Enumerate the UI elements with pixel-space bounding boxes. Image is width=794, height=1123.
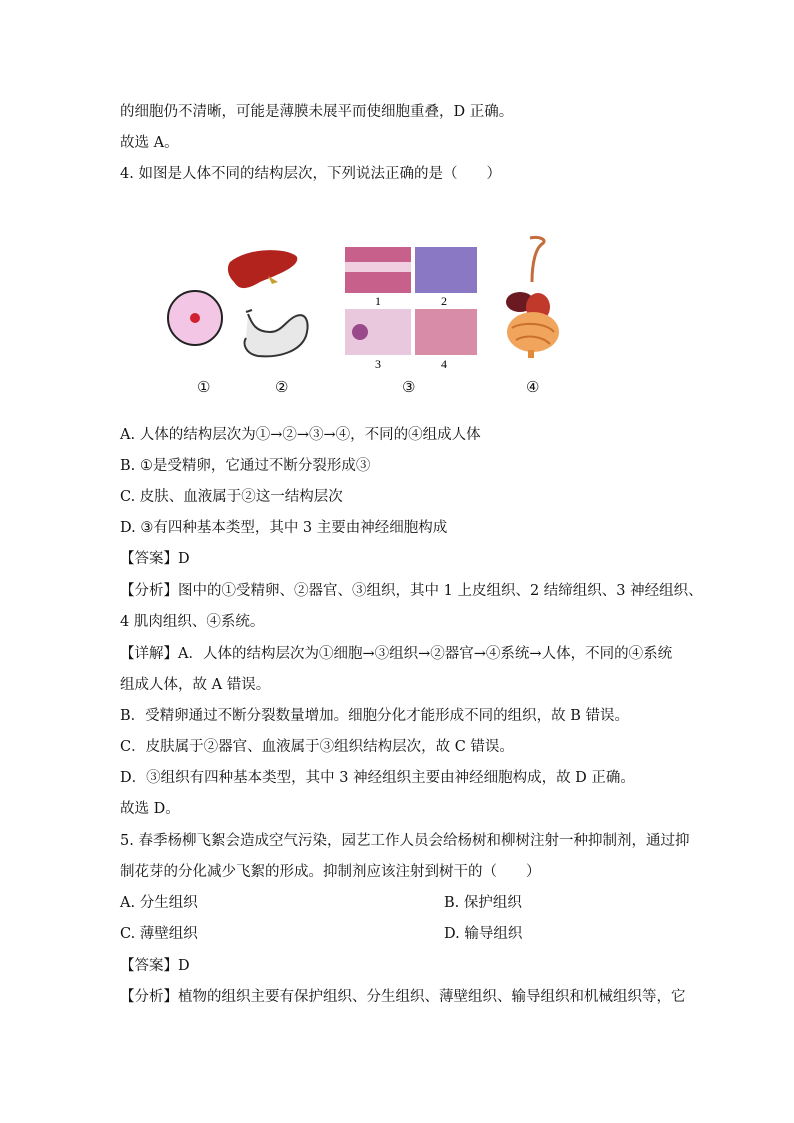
option-a: A. 分生组织 xyxy=(120,895,198,911)
figure-label: ④ xyxy=(526,378,540,396)
option-b: B. 保护组织 xyxy=(444,895,522,911)
tissue-images xyxy=(345,247,477,355)
figure-label: ③ xyxy=(402,378,416,396)
explanation: 【详解】A．人体的结构层次为①细胞→③组织→②器官→④系统→人体，不同的④系统 xyxy=(120,646,673,662)
option-d: D. 输导组织 xyxy=(444,926,523,942)
digestive-system-image xyxy=(506,237,559,358)
option-a: A. 人体的结构层次为①→②→③→④，不同的④组成人体 xyxy=(120,427,481,443)
answer: 【答案】D xyxy=(120,958,190,974)
explanation: B．受精卵通过不断分裂数量增加。细胞分化才能形成不同的组织，故 B 错误。 xyxy=(120,708,630,724)
fertilized-egg-image xyxy=(168,291,222,345)
analysis: 4 肌肉组织、④系统。 xyxy=(120,614,265,630)
text-line: 的细胞仍不清晰，可能是薄膜未展平而使细胞重叠，D 正确。 xyxy=(120,104,514,120)
option-b: B. ①是受精卵，它通过不断分裂形成③ xyxy=(120,458,371,474)
selection: 故选 D。 xyxy=(120,801,180,817)
figure-label: ② xyxy=(275,378,289,396)
explanation: D．③组织有四种基本类型，其中 3 神经组织主要由神经细胞构成，故 D 正确。 xyxy=(120,770,635,786)
text-line: 故选 A。 xyxy=(120,135,179,151)
option-d: D. ③有四种基本类型，其中 3 主要由神经细胞构成 xyxy=(120,520,448,536)
option-c: C. 薄壁组织 xyxy=(120,926,198,942)
liver-image xyxy=(228,250,297,288)
question-4: 4. 如图是人体不同的结构层次，下列说法正确的是（ ） xyxy=(120,166,501,182)
analysis: 【分析】图中的①受精卵、②器官、③组织，其中 1 上皮组织、2 结缔组织、3 神经组织、 xyxy=(120,583,703,599)
tissue-number: 3 xyxy=(375,357,381,371)
question-5: 5. 春季杨柳飞絮会造成空气污染，园艺工作人员会给杨树和柳树注射一种抑制剂，通过抑 xyxy=(120,833,690,849)
structure-levels-figure xyxy=(160,232,580,412)
analysis: 【分析】植物的组织主要有保护组织、分生组织、薄壁组织、输导组织和机械组织等，它 xyxy=(120,989,686,1005)
explanation: C．皮肤属于②器官、血液属于③组织结构层次，故 C 错误。 xyxy=(120,739,514,755)
tissue-number: 1 xyxy=(375,294,381,308)
figure-label: ① xyxy=(197,378,211,396)
option-c: C. 皮肤、血液属于②这一结构层次 xyxy=(120,489,343,505)
tissue-number: 4 xyxy=(441,357,447,371)
stomach-image xyxy=(245,310,308,356)
answer: 【答案】D xyxy=(120,551,190,567)
tissue-number: 2 xyxy=(441,294,447,308)
question-5: 制花芽的分化减少飞絮的形成。抑制剂应该注射到树干的（ ） xyxy=(120,864,541,880)
explanation: 组成人体，故 A 错误。 xyxy=(120,677,271,693)
